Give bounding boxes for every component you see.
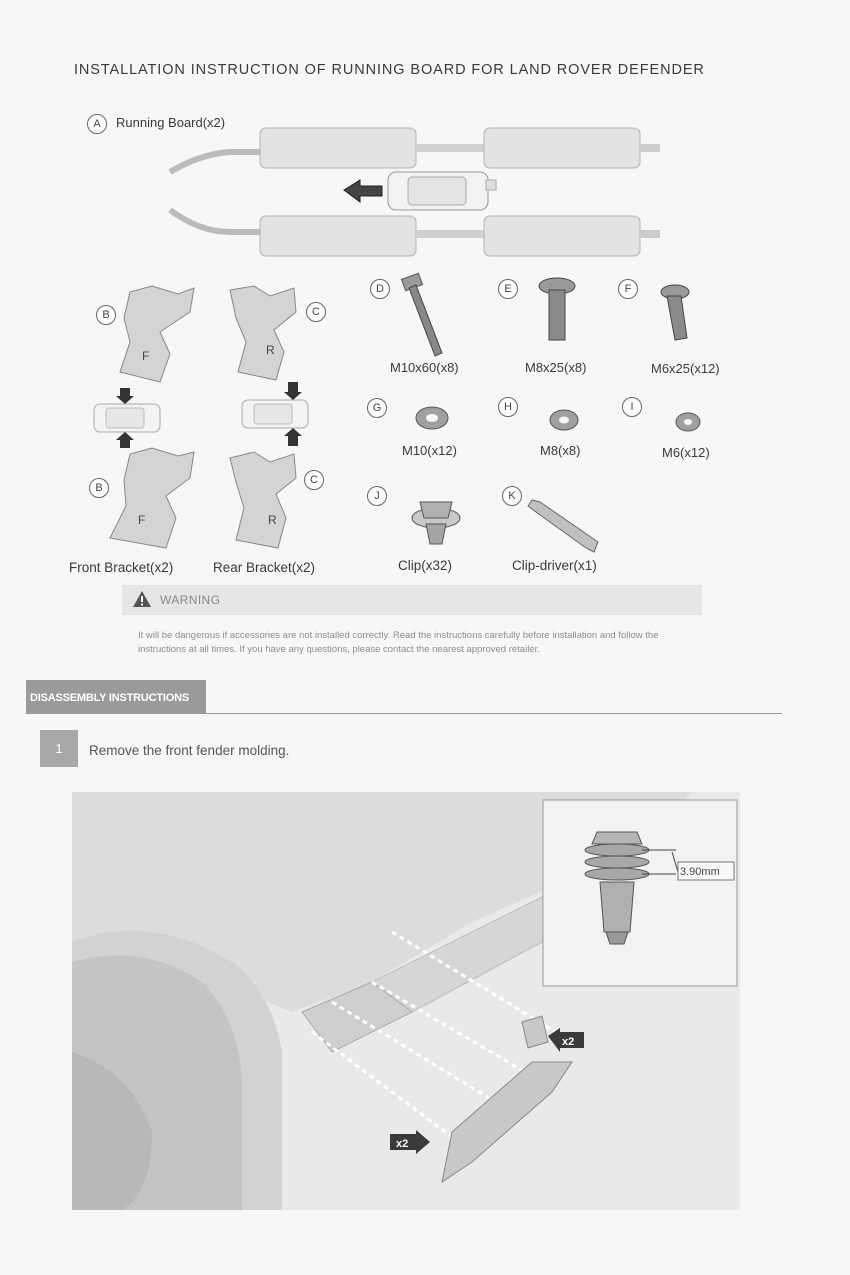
part-d-marker: D (370, 279, 390, 299)
washer-m10-icon (416, 407, 448, 429)
part-k-label: Clip-driver(x1) (512, 558, 597, 573)
rear-bracket-mark-bottom: R (268, 513, 277, 527)
section-heading: DISASSEMBLY INSTRUCTIONS (30, 692, 190, 704)
part-f-label: M6x25(x12) (651, 361, 720, 376)
part-g-marker: G (367, 398, 387, 418)
part-i-marker: I (622, 397, 642, 417)
part-a-label: Running Board(x2) (116, 115, 226, 130)
page-title: INSTALLATION INSTRUCTION OF RUNNING BOARD FOR LAND ROVER DEFENDER (74, 62, 705, 78)
front-bracket-caption: Front Bracket(x2) (69, 560, 174, 575)
rear-position-car-icon (242, 382, 308, 446)
clip-detail-inset (543, 800, 737, 986)
front-bracket-mark-bottom: F (138, 513, 146, 527)
part-a-marker: A (87, 114, 107, 134)
part-k-marker: K (502, 486, 522, 506)
bolt-m6x25-icon (661, 285, 689, 340)
front-bracket-top (120, 286, 194, 382)
bolt-m8x25-icon (539, 278, 575, 340)
part-c-marker-bottom: C (304, 470, 324, 490)
clip-icon (412, 502, 460, 544)
part-c-marker-top: C (306, 302, 326, 322)
front-bracket-mark: F (142, 349, 150, 363)
rear-bracket-top (230, 286, 296, 380)
dimension-label: 3.90mm (680, 866, 720, 878)
step-instruction: Remove the front fender molding. (89, 743, 290, 758)
vehicle-icon (388, 172, 496, 210)
front-position-car-icon (94, 388, 160, 448)
part-e-marker: E (498, 279, 518, 299)
washers-illustration (400, 400, 710, 440)
part-b-marker-bottom: B (89, 478, 109, 498)
warning-body: It will be dangerous if accessories are not installed correctly. Read the instructions carefully before installation and follow the instructions at all times. If you have any questions, please contact the nearest approved retailer. (138, 630, 659, 655)
clip-driver-icon (528, 500, 598, 552)
running-board-illustration (160, 120, 680, 260)
part-g-label: M10(x12) (402, 443, 457, 458)
washer-m8-icon (550, 410, 578, 430)
qty-label-upper: x2 (562, 1036, 575, 1048)
section-divider (206, 713, 782, 714)
step-number: 1 (40, 730, 78, 767)
warning-heading: WARNING (160, 593, 221, 607)
rear-bracket-caption: Rear Bracket(x2) (213, 560, 316, 575)
rear-bracket-bottom (230, 452, 296, 548)
part-b-marker-top: B (96, 305, 116, 325)
part-d-label: M10x60(x8) (390, 360, 459, 375)
part-e-label: M8x25(x8) (525, 360, 587, 375)
fender-molding-illustration (72, 792, 740, 1210)
clip-tools-illustration (400, 490, 620, 560)
qty-label-lower: x2 (396, 1138, 409, 1150)
bolts-illustration (395, 272, 705, 362)
washer-m6-icon (676, 413, 700, 431)
part-f-marker: F (618, 279, 638, 299)
rear-bracket-mark: R (266, 343, 275, 357)
direction-arrow-icon (344, 180, 382, 202)
warning-triangle-icon (132, 590, 152, 608)
bracket-illustration (90, 282, 330, 554)
part-j-label: Clip(x32) (398, 558, 453, 573)
bolt-m10x60-icon (401, 273, 442, 356)
part-h-marker: H (498, 397, 518, 417)
part-h-label: M8(x8) (540, 443, 581, 458)
front-bracket-bottom (110, 448, 194, 548)
part-i-label: M6(x12) (662, 445, 710, 460)
part-j-marker: J (367, 486, 387, 506)
